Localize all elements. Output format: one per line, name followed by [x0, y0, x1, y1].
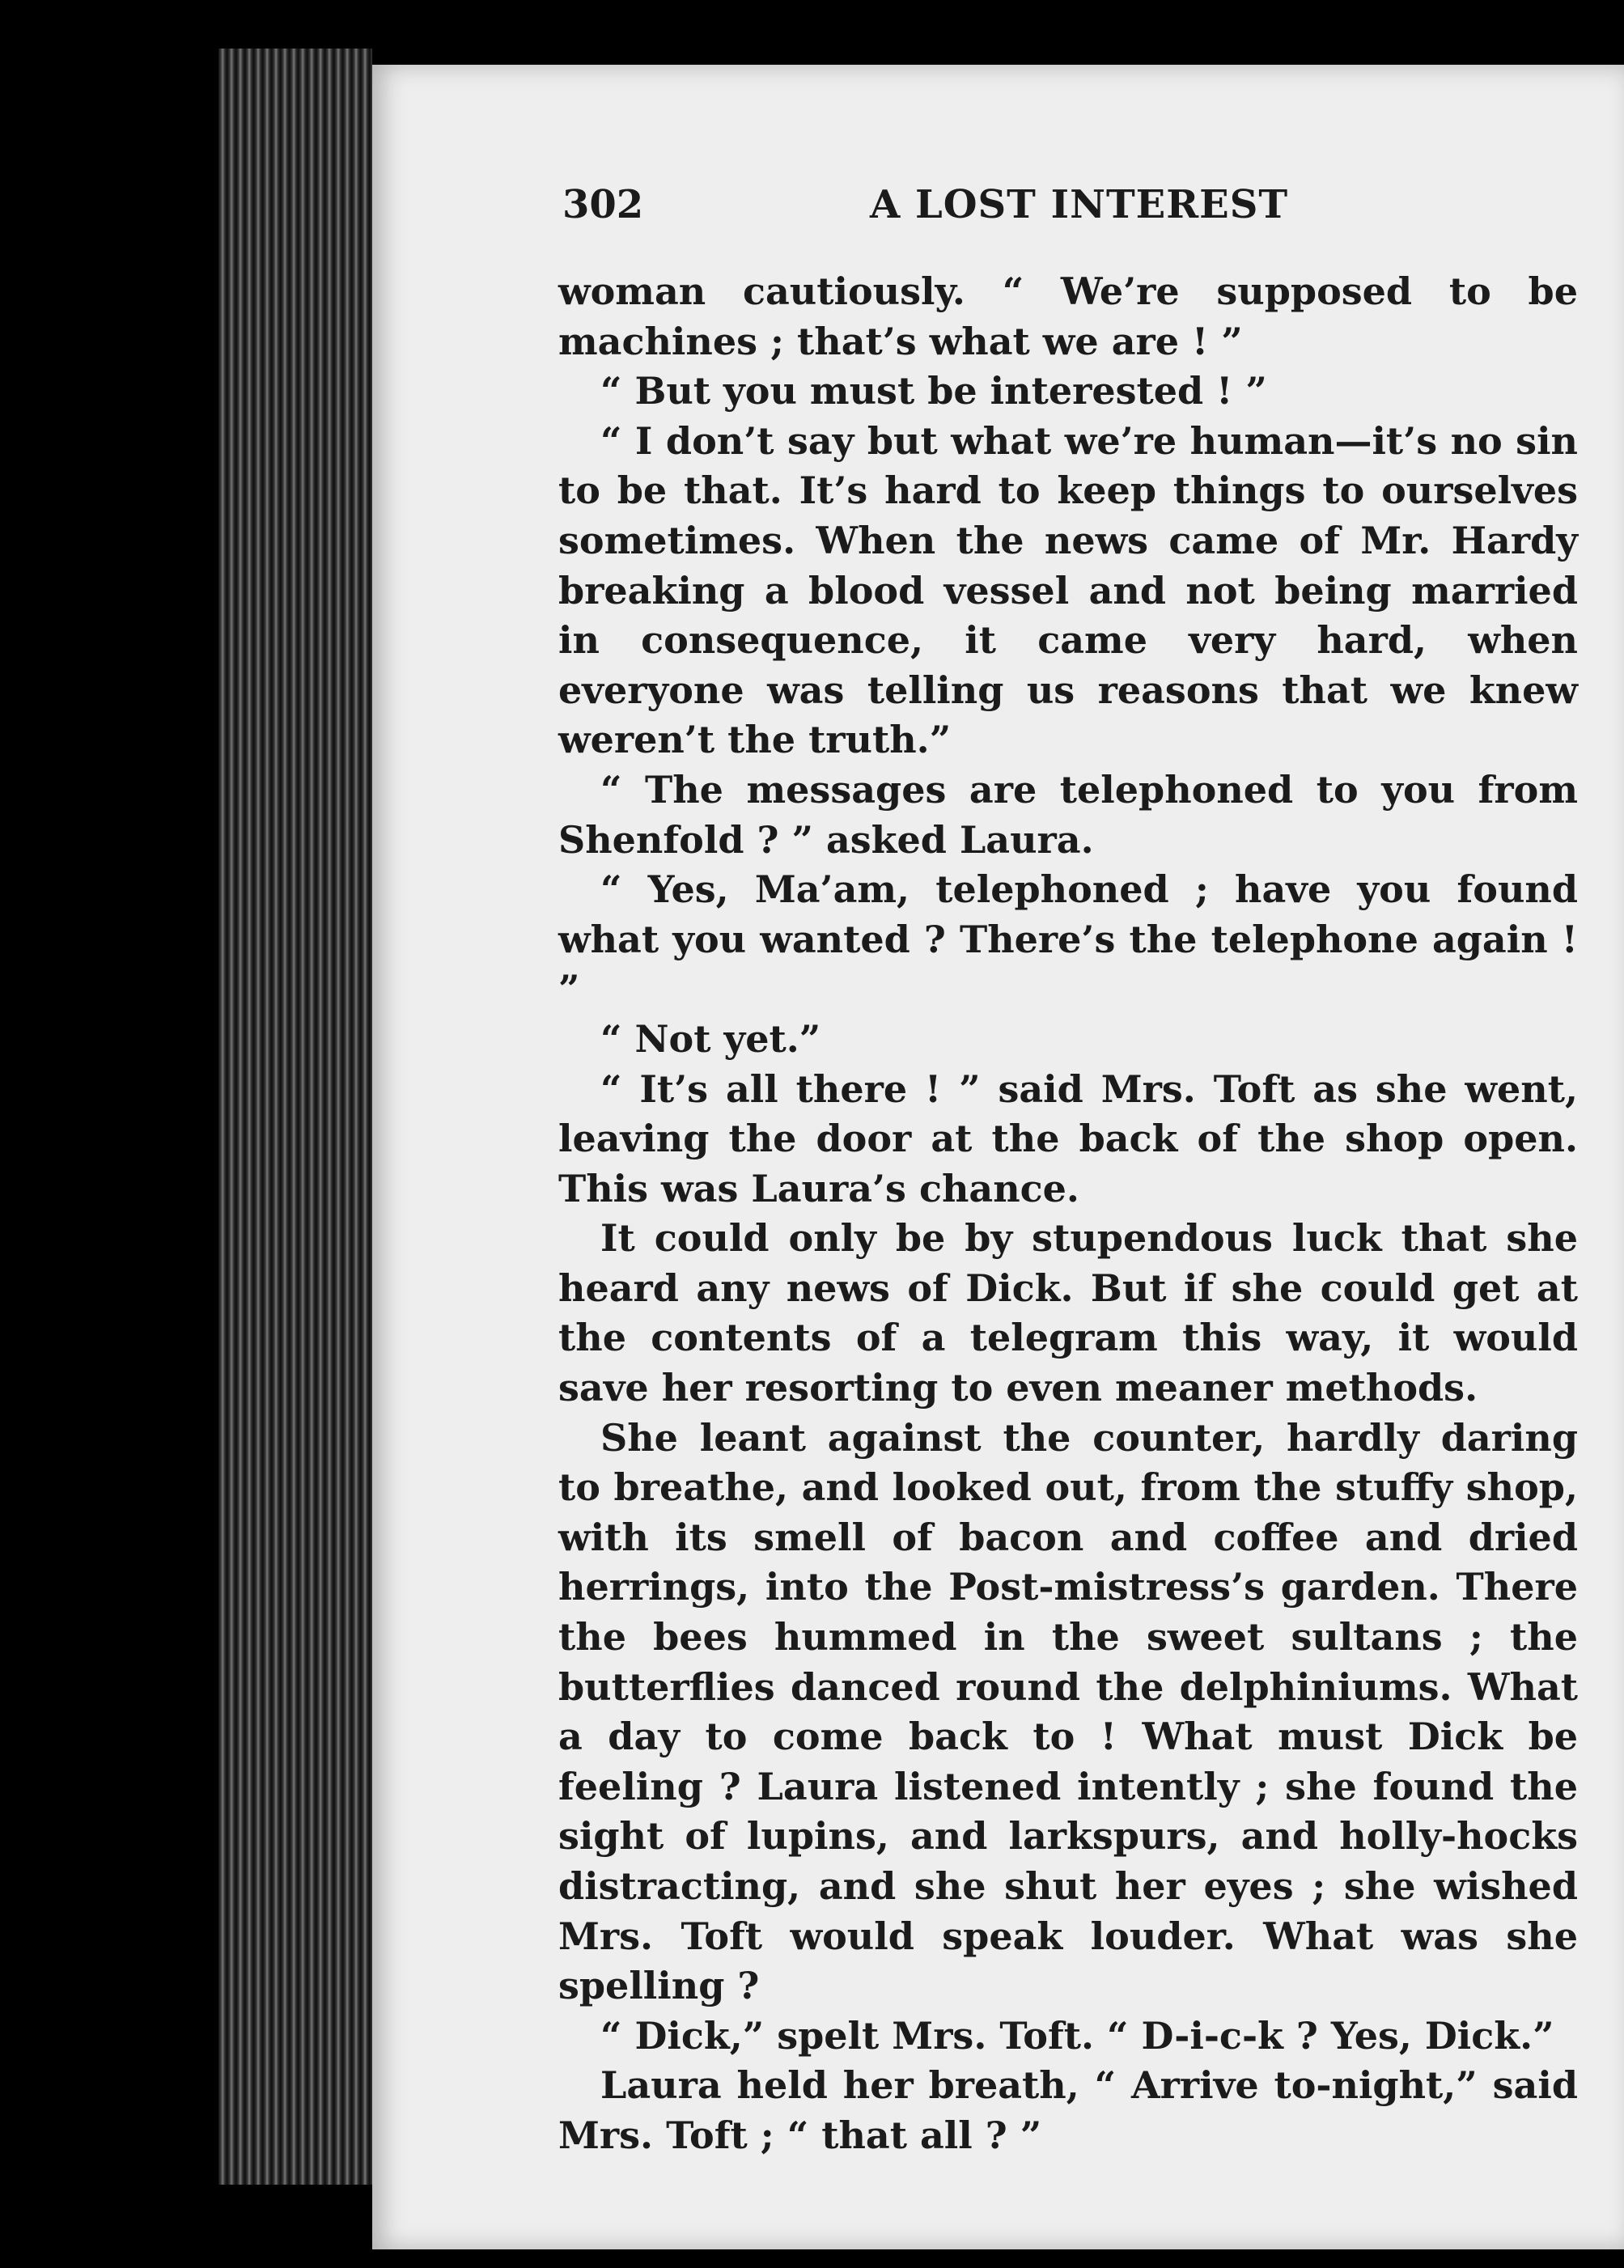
page-number: 302 — [562, 182, 644, 227]
body-text — [558, 267, 1578, 2161]
running-title: A LOST INTEREST — [870, 182, 1289, 227]
paragraph: “ It’s all there ! ” said Mrs. Toft as she went, leaving the door at the back of the shop open. This was Laura’s chance. — [558, 1066, 1578, 1210]
paragraph: woman cautiously. “ We’re supposed to be machines ; that’s what we are ! ” — [558, 269, 1578, 363]
book-page-edges — [218, 49, 372, 2185]
paragraph: “ Dick,” spelt Mrs. Toft. “ D-i-c-k ? Yes, Dick.” — [600, 2013, 1554, 2058]
paragraph: Laura held her breath, “ Arrive to-night,” said Mrs. Toft ; “ that all ? ” — [558, 2063, 1578, 2157]
paragraph: “ The messages are telephoned to you from Shenfold ? ” asked Laura. — [558, 767, 1578, 862]
paragraph: “ I don’t say but what we’re human—it’s no sin to be that. It’s hard to keep things to ourselves sometimes. When the news came of Mr. Hardy breaking a blood vessel and not being married in consequence, it came very hard, when everyone was telling us reasons that we knew weren’t the truth.” — [558, 418, 1578, 762]
paragraph: It could only be by stupendous luck that she heard any news of Dick. But if she could get at the contents of a telegram this way, it would save her resorting to even meaner methods. — [558, 1216, 1578, 1410]
paragraph: “ But you must be interested ! ” — [600, 369, 1267, 413]
running-head — [562, 182, 1578, 239]
paragraph: “ Yes, Ma’am, telephoned ; have you found what you wanted ? There’s the telephone again ! ” — [558, 867, 1578, 1011]
paragraph: “ Not yet.” — [600, 1016, 821, 1061]
paragraph: She leant against the counter, hardly daring to breathe, and looked out, from the stuffy shop, with its smell of bacon and coffee and dried herrings, into the Post-mistress’s garden. There the bees hummed in the sweet sultans ; the butterflies danced round the delphiniums. What a day to come back to ! What must Dick be feeling ? Laura listened intently ; she found the sight of lupins, and larkspurs, and holly-hocks distracting, and she shut her eyes ; she wished Mrs. Toft would speak louder. What was she spelling ? — [558, 1415, 1578, 2008]
